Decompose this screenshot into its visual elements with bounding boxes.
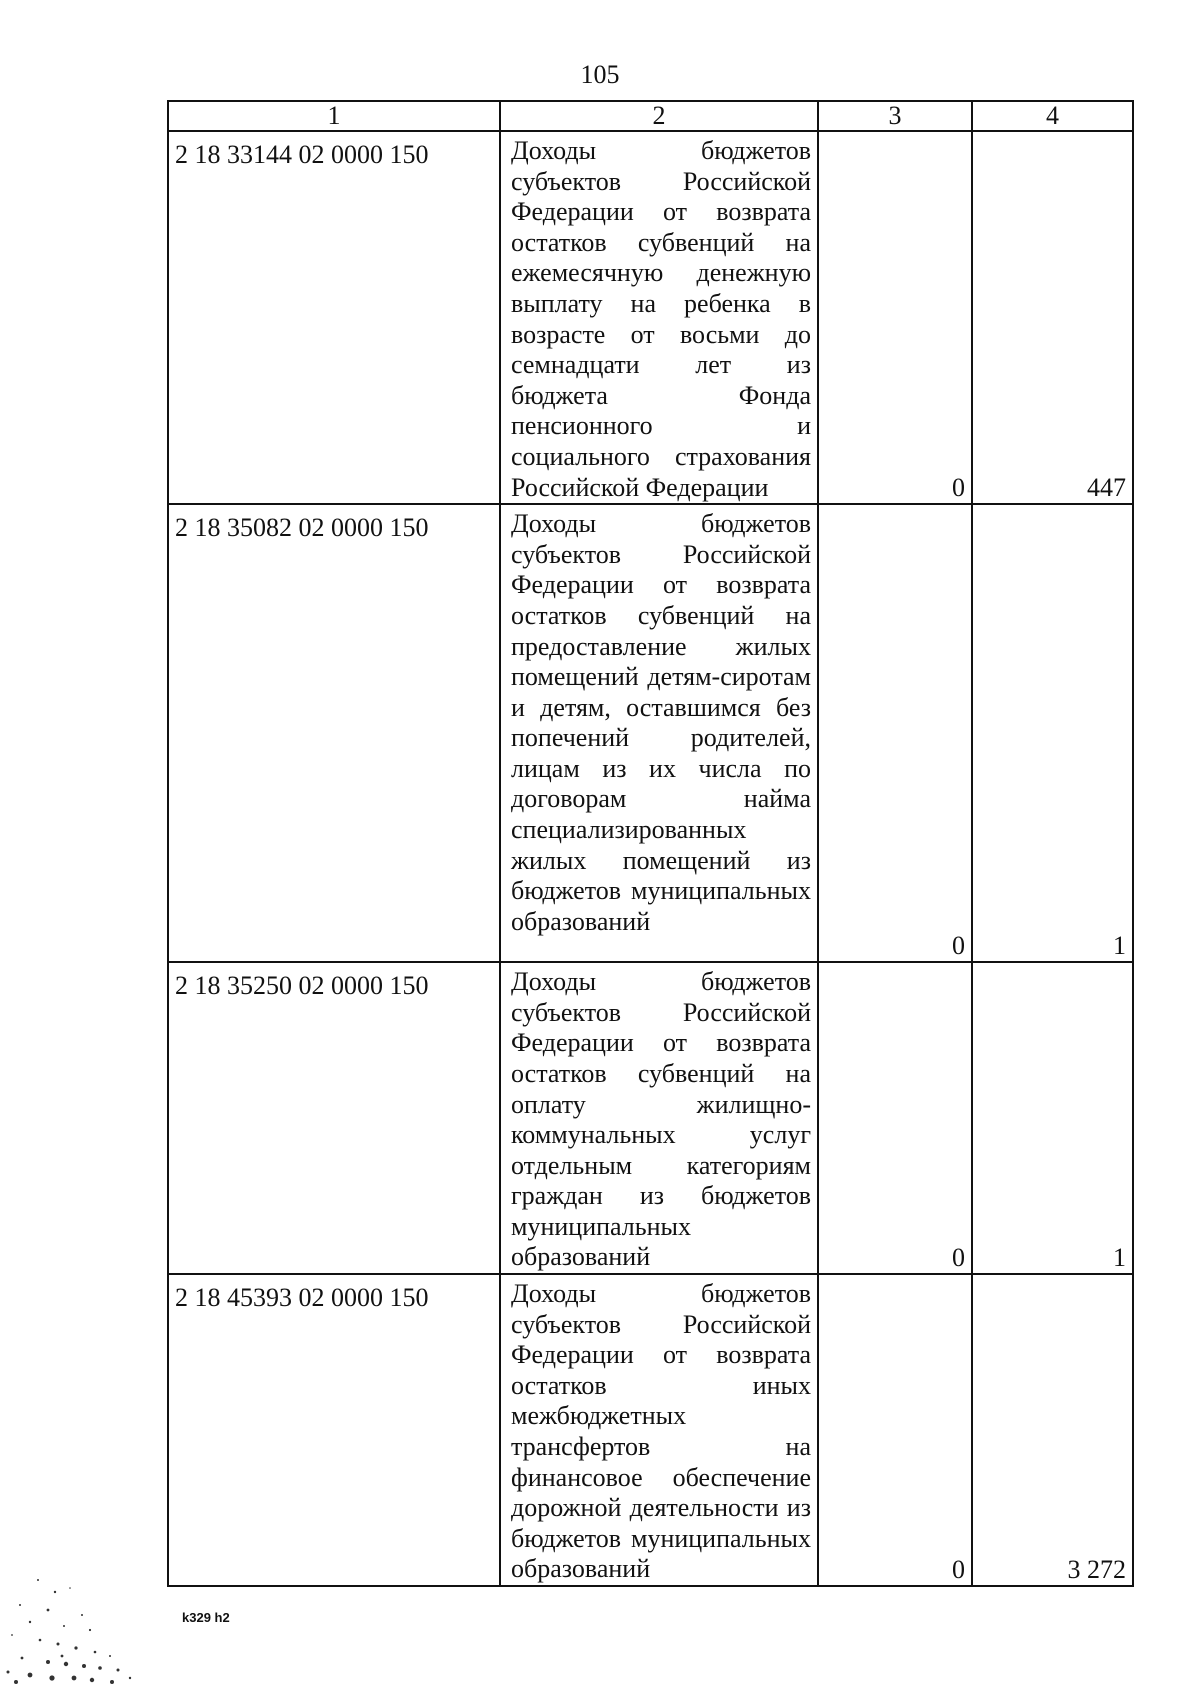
revenue-description-cell: Доходы бюджетов субъектов Российской Федерации от возврата остатков субвенций на ежемесячную денежную выплату на ребенка в возрасте от восьми до семнадцати лет из бюджета Фонда пенсионного и социального страхования Российской Федерации bbox=[500, 131, 818, 504]
column-4-value: 1 bbox=[972, 504, 1133, 962]
revenue-description-cell: Доходы бюджетов субъектов Российской Федерации от возврата остатков субвенций на предоставление жилых помещений детям-сиротам и детям, оставшимся без попечений родителей, лицам из их числа по договорам найма специализированных жилых помещений из бюджетов муниципальных образований bbox=[500, 504, 818, 962]
table-row bbox=[168, 504, 1133, 962]
budget-revenue-table bbox=[167, 100, 1134, 1587]
column-4-value: 3 272 bbox=[972, 1274, 1133, 1586]
table-row bbox=[168, 962, 1133, 1274]
revenue-code-cell: 2 18 35082 02 0000 150 bbox=[168, 504, 500, 962]
column-header-1: 1 bbox=[168, 101, 500, 131]
revenue-description-cell: Доходы бюджетов субъектов Российской Федерации от возврата остатков субвенций на оплату жилищно-коммунальных услуг отдельным категориям граждан из бюджетов муниципальных образований bbox=[500, 962, 818, 1274]
revenue-code-cell: 2 18 33144 02 0000 150 bbox=[168, 131, 500, 504]
column-4-value: 447 bbox=[972, 131, 1133, 504]
page-number: 105 bbox=[580, 60, 620, 89]
column-3-value: 0 bbox=[818, 1274, 972, 1586]
column-4-value: 1 bbox=[972, 962, 1133, 1274]
revenue-code-cell: 2 18 45393 02 0000 150 bbox=[168, 1274, 500, 1586]
column-3-value: 0 bbox=[818, 131, 972, 504]
scan-artifact bbox=[0, 1560, 140, 1686]
footer-document-code: k329 h2 bbox=[182, 1610, 230, 1625]
column-header-3: 3 bbox=[818, 101, 972, 131]
table-row bbox=[168, 1274, 1133, 1586]
table-header-row bbox=[168, 101, 1133, 131]
column-header-2: 2 bbox=[500, 101, 818, 131]
column-header-4: 4 bbox=[972, 101, 1133, 131]
table-row bbox=[168, 131, 1133, 504]
revenue-code-cell: 2 18 35250 02 0000 150 bbox=[168, 962, 500, 1274]
column-3-value: 0 bbox=[818, 962, 972, 1274]
revenue-description-cell: Доходы бюджетов субъектов Российской Федерации от возврата остатков иных межбюджетных трансфертов на финансовое обеспечение дорожной деятельности из бюджетов муниципальных образований bbox=[500, 1274, 818, 1586]
column-3-value: 0 bbox=[818, 504, 972, 962]
